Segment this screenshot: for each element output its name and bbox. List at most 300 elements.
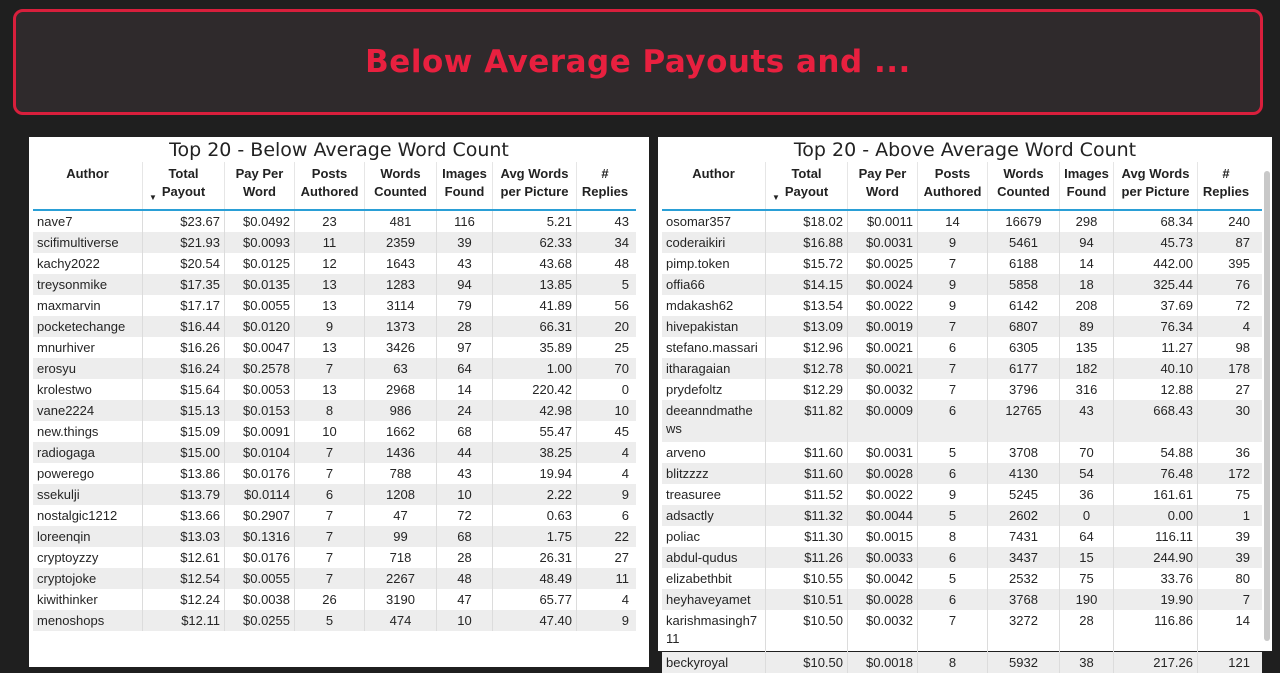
table-row[interactable]: [662, 316, 1262, 337]
cell-pay-per-word: $0.0018: [848, 652, 918, 673]
cell-author: mdakash62: [662, 295, 766, 316]
table-row[interactable]: [33, 232, 636, 253]
cell-author: menoshops: [33, 610, 143, 631]
cell-images-found: 43: [1060, 400, 1114, 442]
cell-words-counted: 6305: [988, 337, 1060, 358]
cell-avg-words-per-picture: 325.44: [1114, 274, 1198, 295]
cell-avg-words-per-picture: 76.34: [1114, 316, 1198, 337]
right-table-header: [662, 162, 1262, 211]
column-header-avg-words-per-picture[interactable]: [1114, 162, 1198, 209]
cell-images-found: 116: [437, 211, 493, 232]
cell-replies: 7: [1242, 592, 1250, 607]
table-row[interactable]: [662, 442, 1262, 463]
cell-words-counted: 1436: [365, 442, 437, 463]
cell-images-found: 18: [1060, 274, 1114, 295]
cell-total-payout: $10.51: [766, 589, 848, 610]
column-header-label: Words: [1003, 166, 1044, 181]
right-table-scrollbar[interactable]: [1264, 171, 1270, 641]
cell-replies: 27: [1235, 382, 1250, 397]
cell-words-counted: 5932: [988, 652, 1060, 673]
cell-images-found: 24: [437, 400, 493, 421]
table-row[interactable]: [662, 295, 1262, 316]
table-row[interactable]: [662, 337, 1262, 358]
cell-images-found: 15: [1060, 547, 1114, 568]
cell-pay-per-word: $0.0022: [848, 484, 918, 505]
cell-total-payout: $15.72: [766, 253, 848, 274]
cell-posts-authored: 6: [918, 337, 988, 358]
cell-words-counted: 16679: [988, 211, 1060, 232]
column-header-label: Payout: [784, 184, 829, 199]
column-header-label: Avg Words: [500, 166, 569, 181]
table-row[interactable]: [662, 400, 1262, 442]
cell-replies: 395: [1228, 256, 1250, 271]
cell-author: elizabethbit: [662, 568, 766, 589]
cell-pay-per-word: $0.0176: [225, 463, 295, 484]
cell-pay-per-word: $0.0176: [225, 547, 295, 568]
cell-author: blitzzzz: [662, 463, 766, 484]
cell-total-payout: $12.24: [143, 589, 225, 610]
cell-words-counted: 63: [365, 358, 437, 379]
cell-pay-per-word: $0.0125: [225, 253, 295, 274]
cell-avg-words-per-picture: 217.26: [1114, 652, 1198, 673]
cell-words-counted: 99: [365, 526, 437, 547]
table-row[interactable]: [662, 547, 1262, 568]
table-row[interactable]: [33, 274, 636, 295]
cell-images-found: 94: [1060, 232, 1114, 253]
column-header-posts-authored[interactable]: [918, 162, 988, 209]
column-header-avg-words-per-picture[interactable]: [493, 162, 577, 209]
cell-replies: 72: [1235, 298, 1250, 313]
cell-avg-words-per-picture: 33.76: [1114, 568, 1198, 589]
table-row[interactable]: [662, 505, 1262, 526]
cell-replies: 70: [614, 361, 629, 376]
cell-images-found: 182: [1060, 358, 1114, 379]
cell-total-payout: $10.55: [766, 568, 848, 589]
cell-pay-per-word: $0.2578: [225, 358, 295, 379]
table-row[interactable]: [33, 610, 636, 631]
cell-replies: 36: [1235, 445, 1250, 460]
cell-avg-words-per-picture: 47.40: [493, 610, 577, 631]
cell-words-counted: 5245: [988, 484, 1060, 505]
table-row[interactable]: [662, 358, 1262, 379]
cell-posts-authored: 8: [918, 652, 988, 673]
left-table-header: [33, 162, 636, 211]
cell-total-payout: $10.50: [766, 652, 848, 673]
cell-total-payout: $11.30: [766, 526, 848, 547]
cell-total-payout: $11.32: [766, 505, 848, 526]
table-row[interactable]: [33, 463, 636, 484]
cell-total-payout: $18.02: [766, 211, 848, 232]
cell-replies: 10: [614, 403, 629, 418]
cell-words-counted: 6188: [988, 253, 1060, 274]
cell-images-found: 72: [437, 505, 493, 526]
table-row[interactable]: [662, 379, 1262, 400]
cell-images-found: 39: [437, 232, 493, 253]
cell-avg-words-per-picture: 26.31: [493, 547, 577, 568]
table-row[interactable]: [662, 652, 1262, 673]
cell-words-counted: 2532: [988, 568, 1060, 589]
cell-pay-per-word: $0.0033: [848, 547, 918, 568]
cell-avg-words-per-picture: 37.69: [1114, 295, 1198, 316]
cell-pay-per-word: $0.0053: [225, 379, 295, 400]
cell-pay-per-word: $0.0042: [848, 568, 918, 589]
page-banner: [13, 9, 1263, 115]
cell-words-counted: 1283: [365, 274, 437, 295]
cell-author: arveno: [662, 442, 766, 463]
cell-replies: 48: [614, 256, 629, 271]
cell-replies: 240: [1228, 214, 1250, 229]
cell-pay-per-word: $0.0047: [225, 337, 295, 358]
cell-posts-authored: 13: [295, 274, 365, 295]
cell-avg-words-per-picture: 45.73: [1114, 232, 1198, 253]
cell-avg-words-per-picture: 19.90: [1114, 589, 1198, 610]
cell-pay-per-word: $0.0120: [225, 316, 295, 337]
cell-author: mnurhiver: [33, 337, 143, 358]
cell-images-found: 14: [1060, 253, 1114, 274]
cell-images-found: 28: [437, 316, 493, 337]
cell-avg-words-per-picture: 42.98: [493, 400, 577, 421]
cell-avg-words-per-picture: 161.61: [1114, 484, 1198, 505]
cell-pay-per-word: $0.0024: [848, 274, 918, 295]
table-row[interactable]: [662, 568, 1262, 589]
banner-title: Below Average Payouts and ...: [365, 44, 911, 80]
cell-words-counted: 3272: [988, 610, 1060, 652]
cell-replies: 43: [614, 214, 629, 229]
column-header-pay-per-word[interactable]: [848, 162, 918, 209]
column-header-label: per Picture: [500, 184, 569, 199]
table-row[interactable]: [662, 610, 1262, 652]
cell-total-payout: $13.54: [766, 295, 848, 316]
cell-pay-per-word: $0.0055: [225, 568, 295, 589]
cell-replies: 14: [1235, 613, 1250, 628]
cell-author: new.things: [33, 421, 143, 442]
cell-total-payout: $13.03: [143, 526, 225, 547]
cell-posts-authored: 7: [918, 358, 988, 379]
table-row[interactable]: [33, 211, 636, 232]
cell-posts-authored: 11: [295, 232, 365, 253]
cell-words-counted: 3426: [365, 337, 437, 358]
cell-author: powerego: [33, 463, 143, 484]
column-header-label: Counted: [997, 184, 1050, 199]
cell-pay-per-word: $0.0028: [848, 463, 918, 484]
cell-words-counted: 4130: [988, 463, 1060, 484]
cell-replies: 9: [621, 487, 629, 502]
cell-avg-words-per-picture: 13.85: [493, 274, 577, 295]
below-average-table-panel: [29, 137, 649, 667]
table-row[interactable]: [33, 589, 636, 610]
column-header-total-payout[interactable]: [143, 162, 225, 209]
table-row[interactable]: [662, 463, 1262, 484]
cell-avg-words-per-picture: 38.25: [493, 442, 577, 463]
table-row[interactable]: [33, 421, 636, 442]
cell-posts-authored: 7: [295, 463, 365, 484]
cell-author: treysonmike: [33, 274, 143, 295]
cell-author: nave7: [33, 211, 143, 232]
column-header-images-found[interactable]: [437, 162, 493, 209]
cell-avg-words-per-picture: 48.49: [493, 568, 577, 589]
column-header-label: Authored: [923, 184, 982, 199]
column-header-label: per Picture: [1121, 184, 1190, 199]
cell-images-found: 64: [437, 358, 493, 379]
cell-total-payout: $11.82: [766, 400, 848, 442]
cell-pay-per-word: $0.0021: [848, 337, 918, 358]
table-row[interactable]: [33, 358, 636, 379]
cell-avg-words-per-picture: 43.68: [493, 253, 577, 274]
table-row[interactable]: [33, 400, 636, 421]
cell-author: kachy2022: [33, 253, 143, 274]
cell-words-counted: 718: [365, 547, 437, 568]
column-header-label: Pay Per: [858, 166, 907, 181]
cell-posts-authored: 23: [295, 211, 365, 232]
cell-words-counted: 2267: [365, 568, 437, 589]
cell-author: scifimultiverse: [33, 232, 143, 253]
cell-pay-per-word: $0.0255: [225, 610, 295, 631]
cell-author: beckyroyal: [662, 652, 766, 673]
cell-posts-authored: 5: [918, 442, 988, 463]
cell-author: poliac: [662, 526, 766, 547]
column-header-label: Author: [692, 166, 735, 181]
cell-words-counted: 12765: [988, 400, 1060, 442]
cell-pay-per-word: $0.0492: [225, 211, 295, 232]
cell-pay-per-word: $0.0031: [848, 232, 918, 253]
cell-total-payout: $12.54: [143, 568, 225, 589]
sort-descending-icon[interactable]: ▼: [149, 193, 157, 202]
column-header-author[interactable]: [33, 162, 143, 209]
cell-posts-authored: 6: [295, 484, 365, 505]
table-row[interactable]: [662, 589, 1262, 610]
table-row[interactable]: [33, 316, 636, 337]
cell-avg-words-per-picture: 65.77: [493, 589, 577, 610]
cell-images-found: 316: [1060, 379, 1114, 400]
table-row[interactable]: [662, 211, 1262, 232]
column-header-label: Words: [380, 166, 421, 181]
cell-pay-per-word: $0.0015: [848, 526, 918, 547]
cell-words-counted: 5858: [988, 274, 1060, 295]
cell-pay-per-word: $0.0019: [848, 316, 918, 337]
cell-words-counted: 47: [365, 505, 437, 526]
cell-posts-authored: 9: [918, 274, 988, 295]
cell-total-payout: $16.24: [143, 358, 225, 379]
cell-words-counted: 474: [365, 610, 437, 631]
cell-posts-authored: 6: [918, 400, 988, 442]
cell-pay-per-word: $0.0091: [225, 421, 295, 442]
cell-replies: 25: [614, 340, 629, 355]
cell-total-payout: $16.44: [143, 316, 225, 337]
cell-avg-words-per-picture: 40.10: [1114, 358, 1198, 379]
column-header-posts-authored[interactable]: [295, 162, 365, 209]
cell-replies: 11: [615, 571, 629, 586]
cell-total-payout: $13.79: [143, 484, 225, 505]
cell-pay-per-word: $0.0032: [848, 610, 918, 652]
table-row[interactable]: [33, 337, 636, 358]
cell-posts-authored: 7: [295, 568, 365, 589]
cell-author: pocketechange: [33, 316, 143, 337]
column-header-label: Found: [1066, 184, 1107, 199]
cell-replies: 4: [621, 592, 629, 607]
table-row[interactable]: [662, 232, 1262, 253]
cell-words-counted: 5461: [988, 232, 1060, 253]
cell-words-counted: 1643: [365, 253, 437, 274]
cell-author: deeanndmathews: [662, 400, 766, 442]
cell-replies: 5: [621, 277, 629, 292]
cell-author: radiogaga: [33, 442, 143, 463]
column-header-label: Found: [444, 184, 485, 199]
cell-words-counted: 7431: [988, 526, 1060, 547]
cell-author: heyhaveyamet: [662, 589, 766, 610]
cell-words-counted: 1208: [365, 484, 437, 505]
cell-pay-per-word: $0.0021: [848, 358, 918, 379]
cell-images-found: 10: [437, 484, 493, 505]
table-row[interactable]: [33, 442, 636, 463]
cell-posts-authored: 6: [918, 547, 988, 568]
cell-total-payout: $11.26: [766, 547, 848, 568]
cell-posts-authored: 9: [918, 232, 988, 253]
cell-avg-words-per-picture: 68.34: [1114, 211, 1198, 232]
cell-images-found: 79: [437, 295, 493, 316]
cell-posts-authored: 5: [918, 505, 988, 526]
cell-images-found: 54: [1060, 463, 1114, 484]
cell-total-payout: $13.86: [143, 463, 225, 484]
cell-total-payout: $14.15: [766, 274, 848, 295]
cell-avg-words-per-picture: 442.00: [1114, 253, 1198, 274]
cell-images-found: 43: [437, 463, 493, 484]
cell-pay-per-word: $0.0038: [225, 589, 295, 610]
column-header-label: #: [1222, 166, 1230, 181]
cell-avg-words-per-picture: 244.90: [1114, 547, 1198, 568]
cell-avg-words-per-picture: 76.48: [1114, 463, 1198, 484]
column-header-label: Authored: [300, 184, 359, 199]
table-row[interactable]: [662, 526, 1262, 547]
column-header-words-counted[interactable]: [365, 162, 437, 209]
cell-images-found: 190: [1060, 589, 1114, 610]
table-row[interactable]: [33, 484, 636, 505]
table-row[interactable]: [33, 505, 636, 526]
cell-replies: 4: [1242, 319, 1250, 334]
cell-pay-per-word: $0.0104: [225, 442, 295, 463]
cell-total-payout: $15.64: [143, 379, 225, 400]
column-header-label: Counted: [374, 184, 427, 199]
cell-avg-words-per-picture: 62.33: [493, 232, 577, 253]
cell-images-found: 28: [1060, 610, 1114, 652]
table-row[interactable]: [662, 274, 1262, 295]
cell-total-payout: $10.50: [766, 610, 848, 652]
cell-pay-per-word: $0.0031: [848, 442, 918, 463]
column-header-images-found[interactable]: [1060, 162, 1114, 209]
cell-words-counted: 481: [365, 211, 437, 232]
column-header-label: Author: [66, 166, 109, 181]
column-header-author[interactable]: [662, 162, 766, 209]
cell-images-found: 0: [1060, 505, 1114, 526]
cell-avg-words-per-picture: 12.88: [1114, 379, 1198, 400]
cell-total-payout: $11.52: [766, 484, 848, 505]
cell-total-payout: $21.93: [143, 232, 225, 253]
cell-author: karishmasingh711: [662, 610, 766, 652]
cell-total-payout: $16.88: [766, 232, 848, 253]
cell-pay-per-word: $0.1316: [225, 526, 295, 547]
cell-author: pimp.token: [662, 253, 766, 274]
table-row[interactable]: [33, 253, 636, 274]
table-row[interactable]: [33, 379, 636, 400]
table-row[interactable]: [33, 568, 636, 589]
cell-images-found: 28: [437, 547, 493, 568]
column-header-label: Replies: [1202, 184, 1250, 199]
cell-author: krolestwo: [33, 379, 143, 400]
cell-author: adsactly: [662, 505, 766, 526]
cell-posts-authored: 5: [918, 568, 988, 589]
column-header-label: Total: [168, 166, 199, 181]
cell-replies: 6: [621, 508, 629, 523]
column-header-label: #: [601, 166, 609, 181]
cell-words-counted: 2359: [365, 232, 437, 253]
column-header-label: Images: [1064, 166, 1109, 181]
cell-author: prydefoltz: [662, 379, 766, 400]
cell-images-found: 89: [1060, 316, 1114, 337]
cell-pay-per-word: $0.0028: [848, 589, 918, 610]
above-average-table-panel: [658, 137, 1272, 670]
right-table-title: Top 20 - Above Average Word Count: [793, 139, 1137, 161]
cell-images-found: 44: [437, 442, 493, 463]
cell-avg-words-per-picture: 2.22: [493, 484, 577, 505]
sort-descending-icon[interactable]: ▼: [772, 193, 780, 202]
cell-words-counted: 2968: [365, 379, 437, 400]
column-header-label: Word: [866, 184, 899, 199]
cell-posts-authored: 7: [918, 610, 988, 652]
cell-avg-words-per-picture: 116.86: [1114, 610, 1198, 652]
column-header-pay-per-word[interactable]: [225, 162, 295, 209]
cell-pay-per-word: $0.0032: [848, 379, 918, 400]
cell-images-found: 38: [1060, 652, 1114, 673]
cell-replies: 20: [614, 319, 629, 334]
cell-total-payout: $11.60: [766, 442, 848, 463]
cell-replies: 34: [614, 235, 629, 250]
cell-posts-authored: 7: [295, 505, 365, 526]
cell-images-found: 36: [1060, 484, 1114, 505]
table-row[interactable]: [662, 484, 1262, 505]
cell-replies: 121: [1228, 655, 1250, 670]
cell-author: offia66: [662, 274, 766, 295]
cell-avg-words-per-picture: 1.75: [493, 526, 577, 547]
table-row[interactable]: [662, 253, 1262, 274]
cell-words-counted: 1662: [365, 421, 437, 442]
cell-images-found: 14: [437, 379, 493, 400]
cell-author: stefano.massari: [662, 337, 766, 358]
cell-pay-per-word: $0.0055: [225, 295, 295, 316]
column-header-total-payout[interactable]: [766, 162, 848, 209]
cell-words-counted: 2602: [988, 505, 1060, 526]
column-header-replies[interactable]: [1198, 162, 1254, 209]
column-header-words-counted[interactable]: [988, 162, 1060, 209]
cell-replies: 22: [614, 529, 629, 544]
cell-words-counted: 3708: [988, 442, 1060, 463]
cell-posts-authored: 12: [295, 253, 365, 274]
table-row[interactable]: [33, 295, 636, 316]
cell-pay-per-word: $0.0153: [225, 400, 295, 421]
cell-posts-authored: 9: [295, 316, 365, 337]
table-row[interactable]: [33, 547, 636, 568]
cell-replies: 56: [614, 298, 629, 313]
cell-avg-words-per-picture: 35.89: [493, 337, 577, 358]
cell-images-found: 70: [1060, 442, 1114, 463]
cell-author: vane2224: [33, 400, 143, 421]
cell-images-found: 47: [437, 589, 493, 610]
table-row[interactable]: [33, 526, 636, 547]
cell-posts-authored: 7: [295, 526, 365, 547]
column-header-replies[interactable]: [577, 162, 633, 209]
cell-total-payout: $23.67: [143, 211, 225, 232]
cell-posts-authored: 14: [918, 211, 988, 232]
cell-posts-authored: 9: [918, 295, 988, 316]
cell-total-payout: $12.78: [766, 358, 848, 379]
